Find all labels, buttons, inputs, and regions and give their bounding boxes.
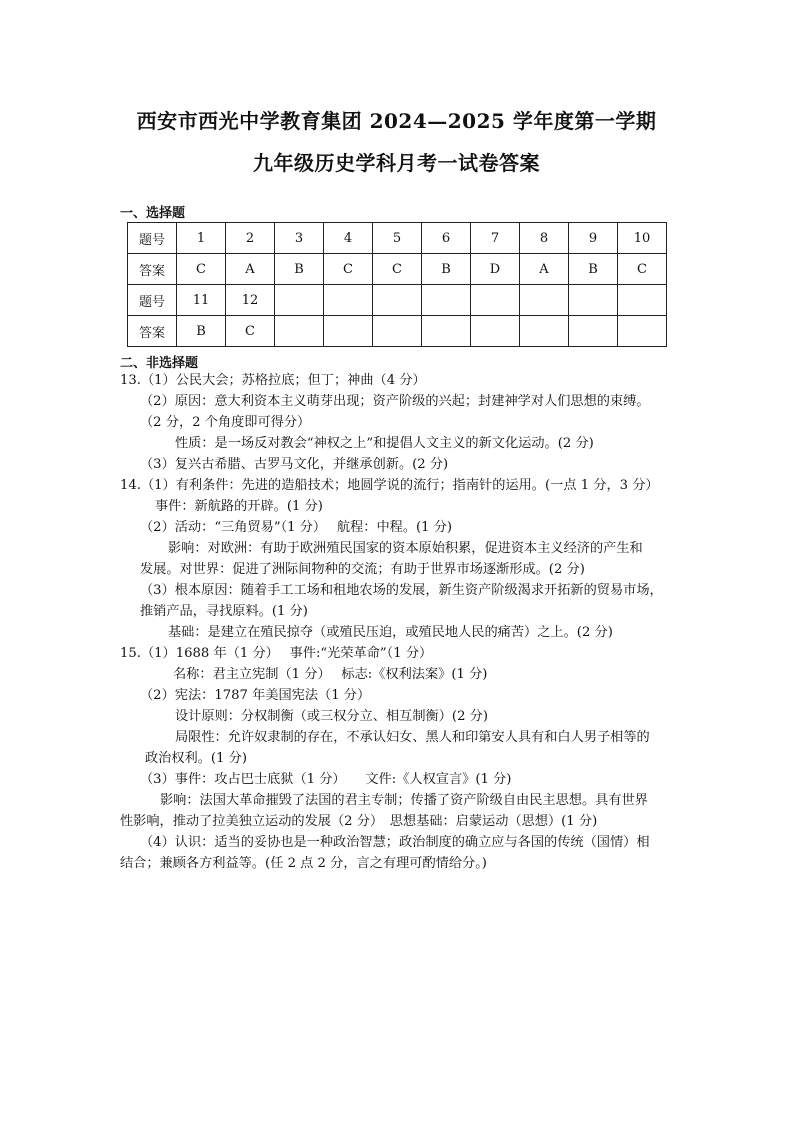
table-cell: B bbox=[177, 316, 226, 347]
table-cell: 3 bbox=[275, 223, 324, 254]
answer-line: （2）活动：“三角贸易”（1 分） 航程：中程。(1 分) bbox=[140, 520, 453, 535]
table-cell: 8 bbox=[520, 223, 569, 254]
answer-line: （2）宪法：1787 年美国宪法（1 分） bbox=[140, 688, 371, 703]
section-heading-nonchoice: 二、非选择题 bbox=[120, 356, 199, 371]
table-cell bbox=[618, 285, 667, 316]
page-title: 西安市西光中学教育集团 2024—2025 学年度第一学期 bbox=[136, 109, 657, 133]
table-row bbox=[128, 285, 667, 316]
table-cell: 11 bbox=[177, 285, 226, 316]
table-cell: 答案 bbox=[128, 316, 177, 347]
table-cell: 9 bbox=[569, 223, 618, 254]
table-cell: C bbox=[618, 254, 667, 285]
table-cell: 6 bbox=[422, 223, 471, 254]
answer-line: 推销产品，寻找原料。(1 分) bbox=[140, 604, 308, 619]
answer-line: 性影响，推动了拉美独立运动的发展（2 分） 思想基础：启蒙运动（思想）(1 分) bbox=[120, 814, 598, 829]
table-cell bbox=[422, 285, 471, 316]
table-cell: B bbox=[275, 254, 324, 285]
table-cell: 题号 bbox=[128, 285, 177, 316]
answer-line: 14.（1）有利条件：先进的造船技术；地圆学说的流行；指南针的运用。(一点 1 分，3 分） bbox=[120, 478, 659, 493]
answer-line: 影响：法国大革命摧毁了法国的君主专制；传播了资产阶级自由民主思想。具有世界 bbox=[160, 793, 648, 808]
answer-line: 名称：君主立宪制（1 分） 标志:《权利法案》(1 分) bbox=[173, 667, 488, 682]
table-cell: C bbox=[177, 254, 226, 285]
answer-table bbox=[127, 222, 667, 347]
table-row bbox=[128, 316, 667, 347]
answer-line: 事件：新航路的开辟。(1 分) bbox=[155, 499, 323, 514]
answer-line: 性质：是一场反对教会“神权之上”和提倡人文主义的新文化运动。(2 分) bbox=[175, 436, 594, 451]
table-cell: 4 bbox=[324, 223, 373, 254]
answer-line: （2 分，2 个角度即可得分） bbox=[140, 415, 311, 430]
answer-line: 设计原则：分权制衡（或三权分立、相互制衡）(2 分) bbox=[175, 709, 488, 724]
answer-line: 结合；兼顾各方利益等。(任 2 点 2 分，言之有理可酌情给分。) bbox=[120, 856, 487, 871]
table-cell bbox=[471, 285, 520, 316]
table-cell: B bbox=[422, 254, 471, 285]
table-cell: 1 bbox=[177, 223, 226, 254]
table-cell: 10 bbox=[618, 223, 667, 254]
answer-line: （3）复兴古希腊、古罗马文化，并继承创新。(2 分) bbox=[140, 457, 449, 472]
answer-line: （2）原因：意大利资本主义萌芽出现；资产阶级的兴起；封建神学对人们思想的束缚。 bbox=[140, 394, 650, 409]
table-cell bbox=[618, 316, 667, 347]
section-heading-choice: 一、选择题 bbox=[120, 206, 186, 221]
table-cell: 2 bbox=[226, 223, 275, 254]
table-cell: D bbox=[471, 254, 520, 285]
table-cell bbox=[422, 316, 471, 347]
answer-line: 政治权利。(1 分) bbox=[145, 751, 247, 766]
answer-line: 影响：对欧洲：有助于欧洲殖民国家的资本原始积累，促进资本主义经济的产生和 bbox=[168, 541, 643, 556]
table-row bbox=[128, 223, 667, 254]
answer-line: （3）根本原因：随着手工工场和租地农场的发展，新生资产阶级渴求开拓新的贸易市场， bbox=[140, 583, 663, 598]
table-cell bbox=[275, 285, 324, 316]
answer-line: 13.（1）公民大会；苏格拉底；但丁；神曲（4 分） bbox=[120, 373, 426, 388]
table-cell bbox=[373, 285, 422, 316]
table-row bbox=[128, 254, 667, 285]
table-cell bbox=[373, 316, 422, 347]
table-cell: 答案 bbox=[128, 254, 177, 285]
answer-line: （3）事件：攻占巴士底狱（1 分） 文件:《人权宣言》(1 分) bbox=[140, 772, 512, 787]
table-cell bbox=[520, 316, 569, 347]
answer-line: 发展。对世界：促进了洲际间物种的交流；有助于世界市场逐渐形成。(2 分) bbox=[140, 562, 585, 577]
table-cell: C bbox=[324, 254, 373, 285]
answer-line: 局限性：允许奴隶制的存在，不承认妇女、黑人和印第安人具有和白人男子相等的 bbox=[175, 730, 650, 745]
table-cell bbox=[569, 285, 618, 316]
table-cell bbox=[569, 316, 618, 347]
table-cell bbox=[324, 285, 373, 316]
table-cell: B bbox=[569, 254, 618, 285]
answer-line: 基础：是建立在殖民掠夺（或殖民压迫，或殖民地人民的痛苦）之上。(2 分) bbox=[168, 625, 613, 640]
table-cell: 7 bbox=[471, 223, 520, 254]
table-cell: A bbox=[520, 254, 569, 285]
table-cell: 题号 bbox=[128, 223, 177, 254]
table-cell bbox=[471, 316, 520, 347]
table-cell bbox=[520, 285, 569, 316]
answer-line: （4）认识：适当的妥协也是一种政治智慧；政治制度的确立应与各国的传统（国情）相 bbox=[140, 835, 650, 850]
table-cell bbox=[275, 316, 324, 347]
table-cell: 5 bbox=[373, 223, 422, 254]
table-cell: C bbox=[373, 254, 422, 285]
answer-line: 15.（1）1688 年（1 分） 事件:“光荣革命”（1 分） bbox=[120, 646, 433, 661]
table-cell: 12 bbox=[226, 285, 275, 316]
table-cell bbox=[324, 316, 373, 347]
table-cell: C bbox=[226, 316, 275, 347]
table-cell: A bbox=[226, 254, 275, 285]
page-subtitle: 九年级历史学科月考一试卷答案 bbox=[253, 151, 540, 175]
